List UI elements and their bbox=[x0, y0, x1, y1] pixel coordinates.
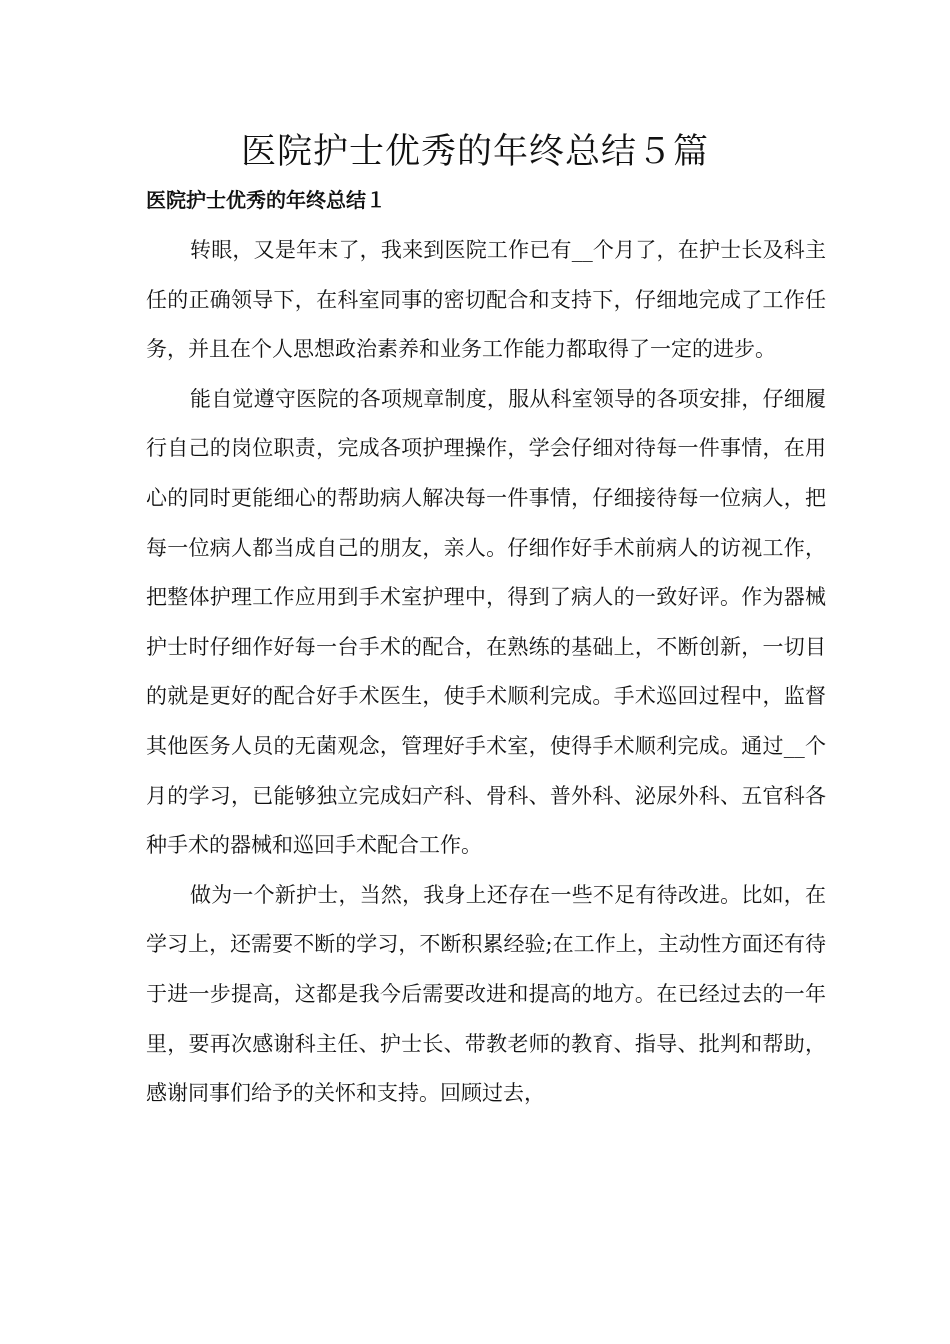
paragraph-2: 能自觉遵守医院的各项规章制度，服从科室领导的各项安排，仔细履行自己的岗位职责，完成各项护理操作，学会仔细对待每一件事情，在用心的同时更能细心的帮助病人解决每一件事情，仔细接待每一位病人，把每一位病人都当成自己的朋友，亲人。仔细作好手术前病人的访视工作，把整体护理工作应用到手术室护理中，得到了病人的一致好评。作为器械护士时仔细作好每一台手术的配合，在熟练的基础上，不断创新，一切目的就是更好的配合好手术医生，使手术顺利完成。手术巡回过程中，监督其他医务人员的无菌观念，管理好手术室，使得手术顺利完成。通过__个月的学习，已能够独立完成妇产科、骨科、普外科、泌尿外科、五官科各种手术的器械和巡回手术配合工作。 bbox=[146, 386, 826, 858]
document-body bbox=[146, 226, 826, 1119]
paragraph-1: 转眼，又是年末了，我来到医院工作已有__个月了，在护士长及科主任的正确领导下，在科室同事的密切配合和支持下，仔细地完成了工作任务，并且在个人思想政治素养和业务工作能力都取得了一定的进步。 bbox=[146, 238, 826, 362]
document-title: 医院护士优秀的年终总结５篇 bbox=[240, 132, 709, 172]
section-heading: 医院护士优秀的年终总结１ bbox=[146, 188, 386, 212]
paragraph-3: 做为一个新护士，当然，我身上还存在一些不足有待改进。比如，在学习上，还需要不断的学习，不断积累经验;在工作上，主动性方面还有待于进一步提高，这都是我今后需要改进和提高的地方。在已经过去的一年里，要再次感谢科主任、护士长、带教老师的教育、指导、批判和帮助，感谢同事们给予的关怀和支持。回顾过去， bbox=[146, 882, 826, 1106]
